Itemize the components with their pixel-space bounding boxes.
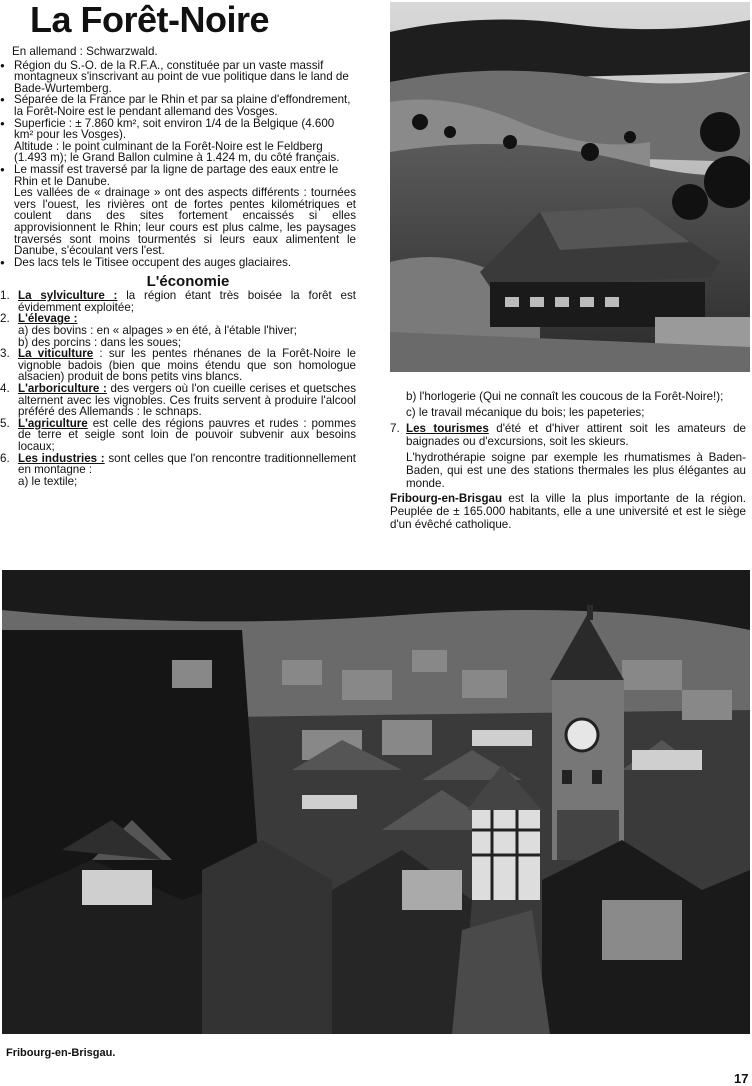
economie-heading: L'économie: [146, 273, 230, 291]
eco-item-3: 3. La viticulture : sur les pentes rhénanes de la Forêt-Noire le vignoble badois (bien que moins étendu que son homologue alsacien) produit de bons petits vins blancs.: [0, 347, 356, 384]
page-title: La Forêt-Noire: [30, 0, 270, 40]
fribourg-text: Fribourg-en-Brisgau est la ville la plus importante de la région. Peuplée de ± 165.000 habitants, elle a une université et est le siège d'un évêché catholique.: [390, 492, 746, 531]
bullet-separee: ● Séparée de la France par le Rhin et par sa plaine d'effondrement, la Forêt-Noire est le pendant allemand des Vosges.: [0, 94, 356, 117]
industries-a: a) le textile;: [18, 474, 78, 488]
fribourg-photo: [2, 570, 750, 1034]
elevage-a: a) des bovins : en « alpages » en été, à l'étable l'hiver;: [18, 324, 297, 338]
eco-item-2: 2. L'élevage :: [0, 312, 78, 326]
left-column: [0, 46, 356, 487]
fribourg-illustration: [2, 570, 750, 1034]
eco-item-7: 7. Les tourismes d'été et d'hiver attirent soit les amateurs de baignades ou d'excursions, soit les skieurs.: [390, 422, 747, 448]
vallees-text: Les vallées de « drainage » ont des aspects différents : tournées vers l'ouest, les rivières ont de fortes pentes kilométriques et coulent dans des sites fortement encaissés si elles approvisionnent le Rhin; leur cours est plus calme, les paysages traversés sont moins tourmentés si leurs eaux alimentent le Danube, s'écoulant vers l'est.: [14, 186, 356, 258]
farmhouse-photo: [390, 2, 750, 372]
farmhouse-illustration: [390, 2, 750, 372]
eco-item-5: 5. L'agriculture est celle des régions pauvres et rudes : pommes de terre et seigle sont loin de pouvoir subvenir aux besoins locaux;: [0, 416, 356, 453]
page-number: 17: [734, 1071, 749, 1086]
photo-caption: Fribourg-en-Brisgau.: [6, 1047, 116, 1059]
eco-item-4: 4. L'arboriculture : des vergers où l'on cueille cerises et quetsches alternent avec les vignobles. Ces fruits servent à produire l'alcool préféré des Allemands : le schnaps.: [0, 382, 357, 419]
eco-item-6: 6. Les industries : sont celles que l'on rencontre traditionnellement en montagne :: [0, 451, 357, 477]
right-column: [390, 390, 746, 531]
intro-text: En allemand : Schwarzwald.: [12, 45, 158, 58]
altitude-text: Altitude : le point culminant de la Forêt-Noire est le Feldberg (1.493 m); le Grand Ballon culmine à 1.424 m, du côté français.: [14, 139, 340, 165]
bullet-region: ● Région du S.-O. de la R.F.A., constituée par un vaste massif montagneux s'inscrivant au point de vue politique dans le land de Bade-Wurtemberg.: [0, 60, 356, 95]
eco-item-1: 1. La sylviculture : la région étant très boisée la forêt est évidemment exploitée;: [0, 289, 356, 314]
industries-b: b) l'horlogerie (Qui ne connaît les coucous de la Forêt-Noire!);: [406, 390, 724, 403]
bullet-lacs: ● Des lacs tels le Titisee occupent des auges glaciaires.: [0, 257, 356, 269]
bullet-superficie: ● Superficie : ± 7.860 km², soit environ 1/4 de la Belgique (4.600 km² pour les Vosges).: [0, 118, 356, 141]
elevage-b: b) des porcins : dans les soues;: [18, 335, 182, 349]
bullet-massif: ● Le massif est traversé par la ligne de partage des eaux entre le Rhin et le Danube.: [0, 164, 356, 187]
industries-c: c) le travail mécanique du bois; les papeteries;: [406, 406, 645, 419]
hydro-text: L'hydrothérapie soigne par exemple les rhumatismes à Baden-Baden, qui est une des stations thermales les plus élégantes au monde.: [406, 451, 746, 490]
